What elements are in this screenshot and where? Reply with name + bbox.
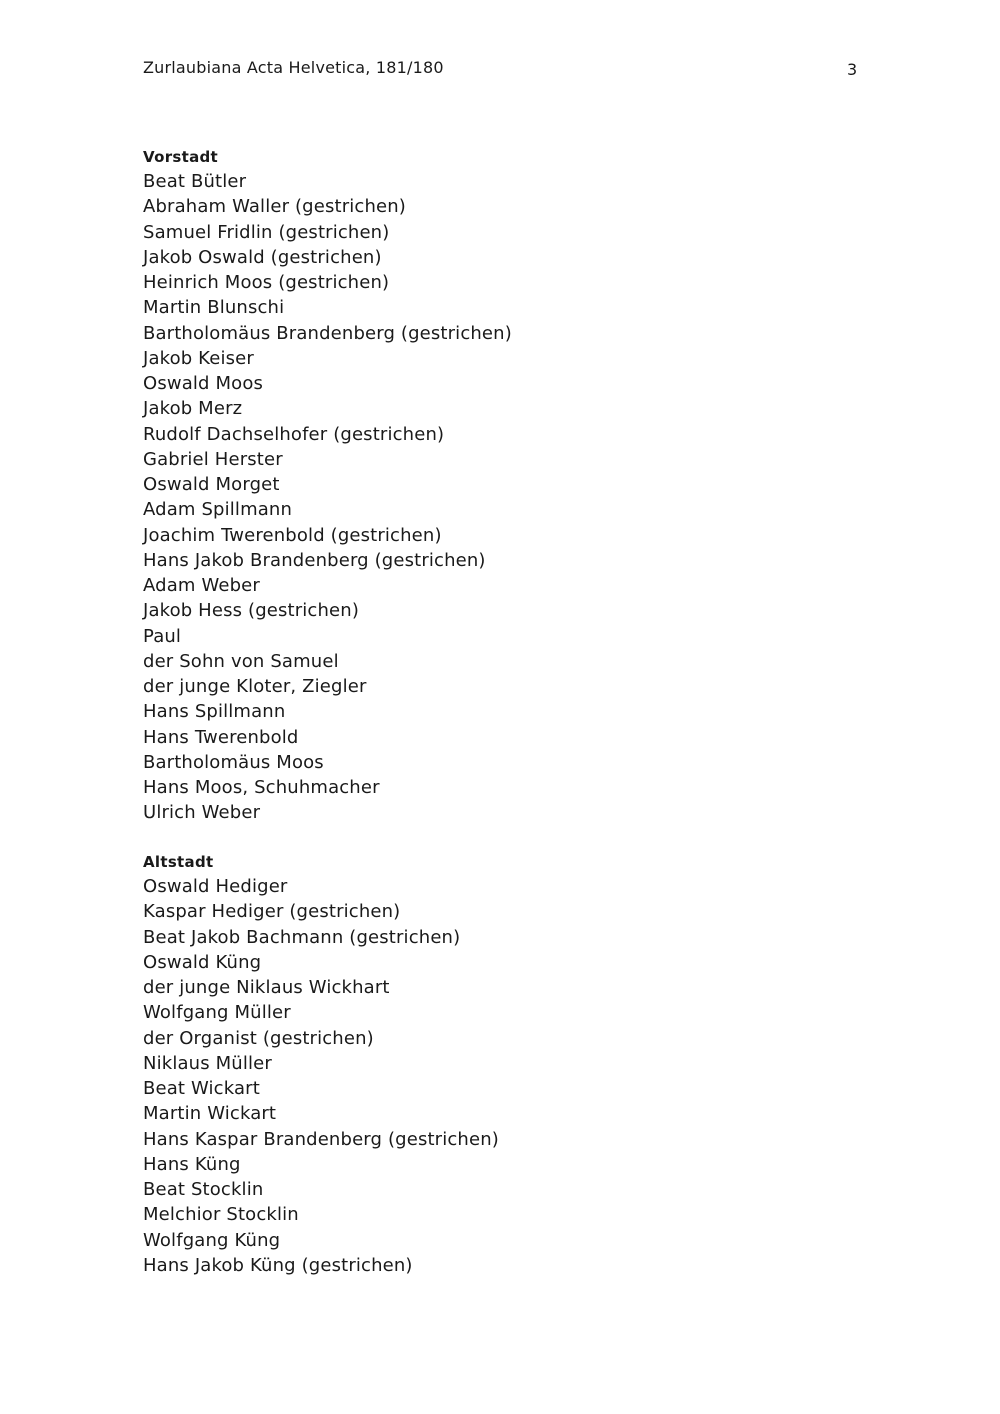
name-list-item: Hans Jakob Küng (gestrichen)	[143, 1254, 413, 1276]
name-list-item: Ulrich Weber	[143, 802, 261, 824]
name-list-item: Jakob Oswald (gestrichen)	[143, 246, 382, 268]
name-list-item: Oswald Hediger	[143, 876, 288, 897]
section-heading: Vorstadt	[143, 148, 219, 166]
name-list-item: Oswald Moos	[143, 373, 264, 394]
section-heading: Altstadt	[143, 853, 214, 871]
name-list-item: Beat Jakob Bachmann (gestrichen)	[143, 926, 461, 948]
name-list-item: Martin Wickart	[143, 1103, 277, 1125]
name-list	[143, 169, 512, 826]
name-list-item: der junge Kloter, Ziegler	[143, 676, 367, 697]
name-list-item: Adam Spillmann	[143, 499, 293, 521]
name-list-item: Hans Kaspar Brandenberg (gestrichen)	[143, 1128, 499, 1150]
name-list-item: Oswald Küng	[143, 951, 262, 973]
name-list-item: Bartholomäus Brandenberg (gestrichen)	[143, 322, 512, 344]
name-list-item: Oswald Morget	[143, 474, 280, 495]
name-list-item: Gabriel Herster	[143, 448, 283, 470]
section-altstadt	[143, 852, 499, 1278]
name-list-item: Paul	[143, 625, 182, 647]
page-number: 3	[847, 60, 858, 79]
name-list-item: Hans Jakob Brandenberg (gestrichen)	[143, 549, 486, 571]
name-list-item: Beat Bütler	[143, 171, 247, 192]
name-list-item: Bartholomäus Moos	[143, 751, 324, 773]
name-list-item: der Sohn von Samuel	[143, 650, 339, 672]
name-list-item: Wolfgang Müller	[143, 1002, 291, 1024]
name-list-item: Hans Spillmann	[143, 701, 286, 723]
name-list-item: Martin Blunschi	[143, 297, 285, 319]
name-list-item: Abraham Waller (gestrichen)	[143, 196, 406, 218]
name-list-item: Melchior Stocklin	[143, 1204, 299, 1226]
name-list-item: der Organist (gestrichen)	[143, 1027, 374, 1049]
name-list-item: Heinrich Moos (gestrichen)	[143, 272, 390, 293]
name-list-item: Samuel Fridlin (gestrichen)	[143, 221, 390, 243]
name-list	[143, 874, 499, 1278]
name-list-item: Joachim Twerenbold (gestrichen)	[143, 524, 442, 546]
name-list-item: Hans Twerenbold	[143, 726, 299, 748]
running-header-title: Zurlaubiana Acta Helvetica, 181/180	[143, 58, 444, 77]
name-list-item: Beat Wickart	[143, 1078, 260, 1099]
section-vorstadt	[143, 147, 512, 826]
name-list-item: Jakob Merz	[143, 398, 243, 420]
name-list-item: Niklaus Müller	[143, 1052, 272, 1074]
name-list-item: Jakob Hess (gestrichen)	[143, 600, 359, 622]
name-list-item: Hans Küng	[143, 1153, 241, 1175]
name-list-item: Rudolf Dachselhofer (gestrichen)	[143, 423, 445, 445]
name-list-item: der junge Niklaus Wickhart	[143, 977, 390, 998]
name-list-item: Jakob Keiser	[143, 347, 254, 369]
name-list-item: Hans Moos, Schuhmacher	[143, 777, 380, 798]
name-list-item: Beat Stocklin	[143, 1179, 264, 1200]
name-list-item: Adam Weber	[143, 575, 260, 596]
name-list-item: Kaspar Hediger (gestrichen)	[143, 901, 401, 923]
name-list-item: Wolfgang Küng	[143, 1229, 281, 1251]
